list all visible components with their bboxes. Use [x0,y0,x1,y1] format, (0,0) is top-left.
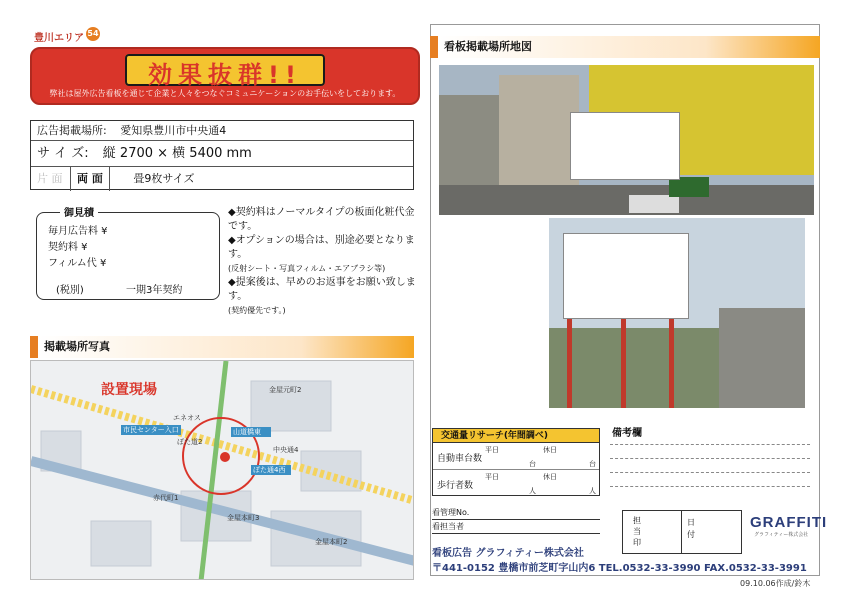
map-label-9: ぼた道2 [177,438,203,446]
company-logo-sub: グラフィティー株式会社 [754,532,809,538]
cars-weekday-unit: 台 [529,460,536,468]
management-number: 看管理No. [432,506,600,520]
remarks-line [610,458,810,459]
size-type: 畳9枚サイズ [133,172,195,185]
pedestrians-label: 歩行者数 [437,481,474,491]
date-label: 日付 [687,518,695,539]
map-label-2: 中央通4 [273,446,299,454]
location-label: 広告掲載場所: [37,124,107,137]
map-label-4: 金屋本町3 [227,514,260,522]
traffic-title: 交通量リサーチ(年間調べ) [433,429,599,443]
map-label-10: ぼた通4西 [253,466,286,474]
ped-holiday-unit: 人 [589,487,596,495]
banner-subtitle: 弊社は屋外広告看板を通じて企業と人々をつなぐコミュニケーションのお手伝いをしております。 [49,89,401,98]
footer-created: 09.10.06作成/鈴木 [740,579,811,588]
map-label-7: 山道橋東 [233,428,261,436]
estimate-title: 御見積 [60,204,98,219]
management-person: 看担当者 [432,520,600,534]
remarks-title: 備考欄 [612,428,642,439]
side-double-label: 両 面 [70,167,110,191]
billboard-blank-2 [563,233,689,319]
contract-fee: 契約料 ¥ [48,242,88,253]
note-option: ◆オプションの場合は、別途必要となります。 [228,235,415,260]
map-section-header: 看板掲載場所地図 [430,36,820,58]
area-number-badge: 54 [86,27,100,41]
site-label: 設置現場 [101,382,157,398]
film-fee: フィルム代 ¥ [48,258,107,269]
notes [228,206,418,318]
note-reply: ◆提案後は、早めのお返事をお願い致します。 [228,277,416,302]
cars-holiday-unit: 台 [589,460,596,468]
photo-section-header: 掲載場所写真 [30,336,414,358]
cars-label: 自動車台数 [437,454,483,464]
tax-note: (税別) [56,285,84,296]
cars-row [433,443,599,470]
monthly-fee: 毎月広告料 ¥ [48,226,108,237]
ped-weekday-unit: 人 [529,487,536,495]
side-row [31,167,413,191]
remarks-line [610,444,810,445]
remarks-line [610,472,810,473]
company-name: 看板広告 グラフィティー株式会社 [432,548,584,559]
contract-term: 一期3年契約 [126,285,183,296]
billboard-blank-1 [570,112,680,180]
map-label-6: エネオス [173,414,201,422]
note-priority: (契約優先です。) [228,306,286,315]
management-fields [432,506,600,534]
location-map [30,360,414,580]
size-label: サ イ ズ: [37,146,89,161]
map-label-1: 金屋元町2 [269,386,302,394]
stamp-divider [681,511,682,553]
info-table [30,120,414,190]
remarks-line [610,486,810,487]
stamp-box [622,510,742,554]
traffic-table [432,428,600,496]
company-logo: GRAFFITI [750,514,828,531]
map-label-8: 市民センター入口 [123,426,179,434]
banner-title: 効果抜群!! [148,61,302,89]
note-contract: ◆契約料はノーマルタイプの板面化粧代金です。 [228,207,415,232]
company-address: 〒441-0152 豊橋市前芝町字山内6 TEL.0532-33-3990 FAX.0532-33-3991 [432,563,807,574]
map-label-5: 金屋本町2 [315,538,348,546]
location-row [31,121,413,141]
side-single-label: 片 面 [37,172,63,185]
ped-weekday-label: 平日 [485,473,499,481]
stamp-label: 担当印 [633,516,641,547]
note-option-detail: (反射シート・写真フィルム・エアブラシ等) [228,264,386,273]
ped-holiday-label: 休日 [543,473,557,481]
size-row [31,141,413,167]
size-value: 縦 2700 × 横 5400 mm [102,146,252,161]
map-drawing [31,361,414,580]
map-label-3: 赤代町1 [153,494,179,502]
pedestrians-row [433,470,599,497]
cars-weekday-label: 平日 [485,446,499,454]
area-title: 豊川エリア [34,33,84,44]
location-value: 愛知県豊川市中央通4 [120,124,227,137]
cars-holiday-label: 休日 [543,446,557,454]
